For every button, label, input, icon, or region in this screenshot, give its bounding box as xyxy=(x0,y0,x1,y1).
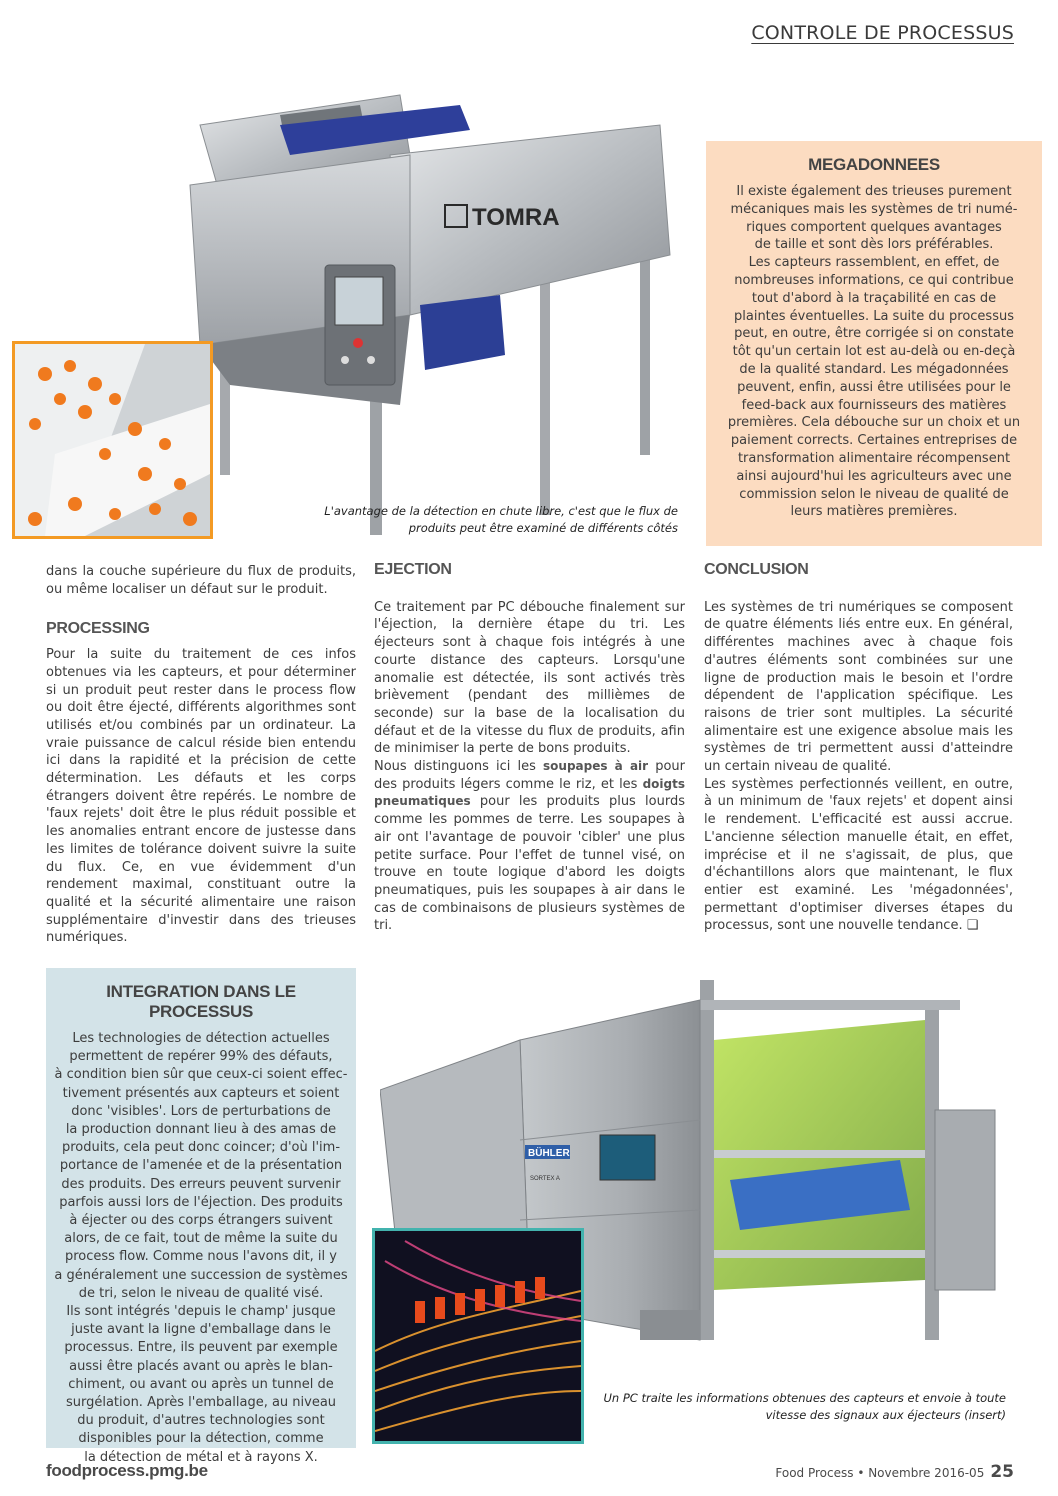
end-mark-icon: ❑ xyxy=(966,918,979,934)
top-photo-caption: L'avantage de la détection en chute libre, c'est que le flux de produits peut être examiné de différents côtés xyxy=(324,504,678,535)
highlight-air-valves: soupapes à air xyxy=(543,759,649,774)
column-conclusion xyxy=(704,561,1013,935)
section-label: CONTROLE DE PROCESSUS xyxy=(751,22,1014,44)
tomra-sorter-photo xyxy=(160,85,700,545)
processing-text: Pour la suite du traitement de ces infos obtenues via les capteurs, et pour déterminer si un produit peut rester dans le process flow ou doit être éjecté, différents algorithmes sont utilisés et/ou combinés par un ordinateur. La vraie puissance de calcul réside bien entendu ici dans la rapidité et la précision de cette détermination. Les défauts et les corps étrangers doivent être repérés. Le nombre de 'faux rejets' doit être le plus réduit possible et les anomalies entrant encore de justesse dans les limites de tolérance doivent suivre la suite du flux. Ce, en vue évidemment d'un rendement maximal, constituant outre la qualité et la sécurité alimentaire une raison supplémentaire d'investir dans des trieuses numériques. xyxy=(46,647,356,946)
column-ejection xyxy=(374,561,685,935)
conclusion-paragraph-2: Les systèmes perfectionnés veillent, en outre, à un minimum de 'faux rejets' et dopent ainsi le rendement. L'efficacité est aussi accrue. L'ancienne sélection manuelle était, en effet, imprécise et il ne s'agissait, de plus, que d'échantillons alors que maintenant, le flux entier est examiné. Les 'mégadonnées', permettant d'optimiser diverses étapes du processus, sont une nouvelle tendance. ❑ xyxy=(704,776,1013,934)
ejection-heading: EJECTION xyxy=(374,561,452,578)
integration-text: Les technologies de détection actuelles permettent de repérer 99% des défauts, à condition bien sûr que ceux-ci soient effec- tivement présentés aux capteurs et soient donc 'visibles'. Lors de perturbations de la production donnant lieu à des amas de produits, cela peut donc coincer; d'où l'im- portance de l'amenée et de la présentation des produits. Des erreurs peuvent survenir parfois aussi lors de l'éjection. Des produits à éjecter ou des corps étrangers suivent alors, de ce fait, tout de même la suite du process flow. Comme nous l'avons dit, il y a généralement une succession de systèmes de tri, selon le niveau de qualité visé. Ils sont intégrés 'depuis le champ' jusque juste avant la ligne d'emballage dans le processus. Entre, ils peuvent par exemple aussi être placés avant ou après le blan- chiment, ou avant ou après un tunnel de surgélation. Après l'emballage, au niveau du produit, d'autres technologies sont disponibles pour la détection, comme la détection de métal et à rayons X. xyxy=(54,1031,348,1465)
megadonnees-title: MEGADONNEES xyxy=(808,155,940,174)
footer-website: foodprocess.pmg.be xyxy=(46,1461,208,1480)
machine-model-label: SORTEX A xyxy=(530,1176,560,1182)
ejection-paragraph-2: Nous distinguons ici les soupapes à air pour des produits légers comme le riz, et les doigts pneumatiques pour les produits plus lourds comme les pommes de terre. Les soupapes à air ont l'avantage de pouvoir 'cibler' une plus petite surface. Pour l'effet de tunnel visé, on trouve en toute logique d'abord les doigts pneumatiques, puis les soupapes à air dans le cas de combinaisons de plusieurs systèmes de tri. xyxy=(374,759,686,934)
ejector-fiber-inset-photo xyxy=(372,1228,584,1444)
integration-box xyxy=(46,968,356,1465)
buhler-logo: BÜHLER xyxy=(528,1148,570,1159)
bottom-photo-caption: Un PC traite les informations obtenues des capteurs et envoie à toute vitesse des signaux aux éjecteurs (insert) xyxy=(603,1391,1006,1422)
megadonnees-box xyxy=(706,141,1042,546)
page-number: 25 xyxy=(990,1462,1014,1482)
highlight-pneumatic-fingers: doigts pneumatiques xyxy=(374,776,685,809)
integration-title: INTEGRATION DANS LE PROCESSUS xyxy=(106,982,296,1021)
tomra-logo: TOMRA xyxy=(472,204,560,231)
col1-intro: dans la couche supérieure du flux de produits, ou même localiser un défaut sur le produit. xyxy=(46,564,356,597)
ejection-paragraph-1: Ce traitement par PC débouche finalement sur l'éjection, la dernière étape du tri. Les éjecteurs sont à chaque fois intégrés à une courte distance des capteurs. Lorsqu'une anomalie est détectée, ils sont activés très brièvement (pendant des millièmes de seconde) sur la base de la localisation du défaut et de la vitesse du flux de produits, afin de minimiser la perte de bons produits. xyxy=(374,599,685,757)
conclusion-paragraph-1: Les systèmes de tri numériques se composent de quatre éléments liés entre eux. En général, différentes machines avec à chaque fois d'autres éléments sont combinées sur une ligne de production mais le besoin et l'ordre dépendent de l'application spécifique. Les raisons de trier sont multiples. La sécurité alimentaire est une exigence absolue mais les systèmes de tri permettent aussi d'atteindre un certain niveau de qualité. xyxy=(704,599,1013,775)
megadonnees-text: Il existe également des trieuses purement mécaniques mais les systèmes de tri numé- riques comportent quelques avantages de taille et sont dès lors préférables. Les capteurs rassemblent, en effet, de nombreuses informations, ce qui contribue tout d'abord à la traçabilité en cas de plaintes éventuelles. La suite du processus peut, en outre, être corrigée si on constate tôt qu'un certain lot est au-delà ou en-deçà de la qualité standard. Les mégadonnées peuvent, enfin, aussi être utilisées pour le feed-back aux fournisseurs des matières premières. Cela débouche sur un choix et un paiement corrects. Certaines entreprises de transformation alimentaire récompensent ainsi aujourd'hui les agriculteurs avec une commission selon le niveau de qualité de leurs matières premières. xyxy=(727,184,1021,520)
footer-publication xyxy=(775,1462,1014,1482)
conclusion-heading: CONCLUSION xyxy=(704,561,809,578)
processing-heading: PROCESSING xyxy=(46,620,150,638)
publication-info: Food Process • Novembre 2016-05 xyxy=(775,1466,985,1480)
column-processing xyxy=(46,563,356,947)
carrot-inset-photo xyxy=(12,341,213,539)
